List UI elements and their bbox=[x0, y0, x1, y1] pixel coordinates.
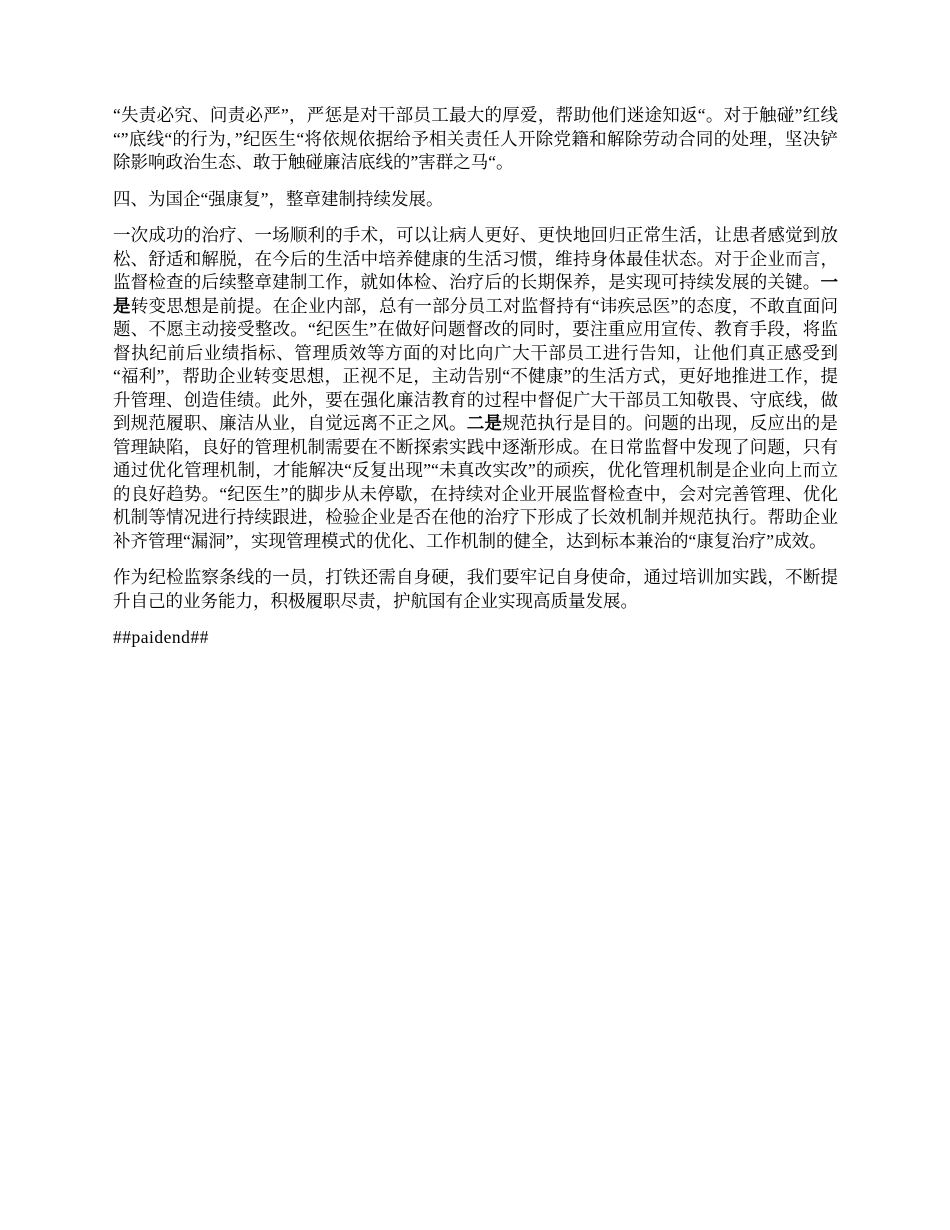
section-heading: 四、为国企“强康复”，整章建制持续发展。 bbox=[113, 188, 444, 209]
rehab-text-run-3: 规范执行是目的。问题的出现，反应出的是管理缺陷，良好的管理机制需要在不断探索实践中逐渐形成。在日常监督中发现了问题，只有通过优化管理机制，才能解决“反复出现”“未真改实改”的顽疾，优化管理机制是企业向上而立的良好趋势。“纪医生”的脚步从未停歇，在持续对企业开展监督检查中，会对完善管理、优化机制等情况进行持续跟进，检验企业是否在他的治疗下形成了长效机制并规范执行。帮助企业补齐管理“漏洞”，实现管理模式的优化、工作机制的健全，达到标本兼治的“康复治疗”成效。 bbox=[113, 413, 838, 551]
paragraph-accountability: “失责必究、问责必严”，严惩是对干部员工最大的厚爱，帮助他们迷途知返“。对于触碰”红线“”底线“的行为，”纪医生“将依规依据给予相关责任人开除党籍和解除劳动合同的处理，坚决铲除影响政治生态、敢于触碰廉洁底线的”害群之马“。 bbox=[113, 105, 838, 172]
rehab-bold-run-ershi: 二是 bbox=[466, 413, 503, 433]
rehab-bold-run-yishi: 一是 bbox=[113, 272, 838, 316]
paragraph-closing: 作为纪检监察条线的一员，打铁还需自身硬，我们要牢记自身使命，通过培训加实践，不断提升自己的业务能力，积极履职尽责，护航国有企业实现高质量发展。 bbox=[113, 567, 838, 611]
rehab-text-run-2: 转变思想是前提。在企业内部，总有一部分员工对监督持有“讳疾忌医”的态度，不敢直面问题、不愿主动接受整改。“纪医生”在做好问题督改的同时，要注重应用宣传、教育手段，将监督执纪前后业绩指标、管理质效等方面的对比向广大干部员工进行告知，让他们真正感受到“福利”，帮助企业转变思想，正视不足，主动告别“不健康”的生活方式，更好地推进工作，提升管理、创造佳绩。此外，要在强化廉洁教育的过程中督促广大干部员工知敬畏、守底线，做到规范履职、廉洁从业，自觉远离不正之风。 bbox=[113, 295, 838, 433]
document-body bbox=[113, 104, 838, 650]
paragraph-rehab bbox=[113, 224, 838, 553]
rehab-text-run-1: 一次成功的治疗、一场顺利的手术，可以让病人更好、更快地回归正常生活，让患者感觉到放松、舒适和解脱，在今后的生活中培养健康的生活习惯，维持身体最佳状态。对于企业而言，监督检查的后续整章建制工作，就如体检、治疗后的长期保养，是实现可持续发展的关键。 bbox=[113, 225, 838, 292]
end-marker: ##paidend## bbox=[113, 627, 209, 647]
